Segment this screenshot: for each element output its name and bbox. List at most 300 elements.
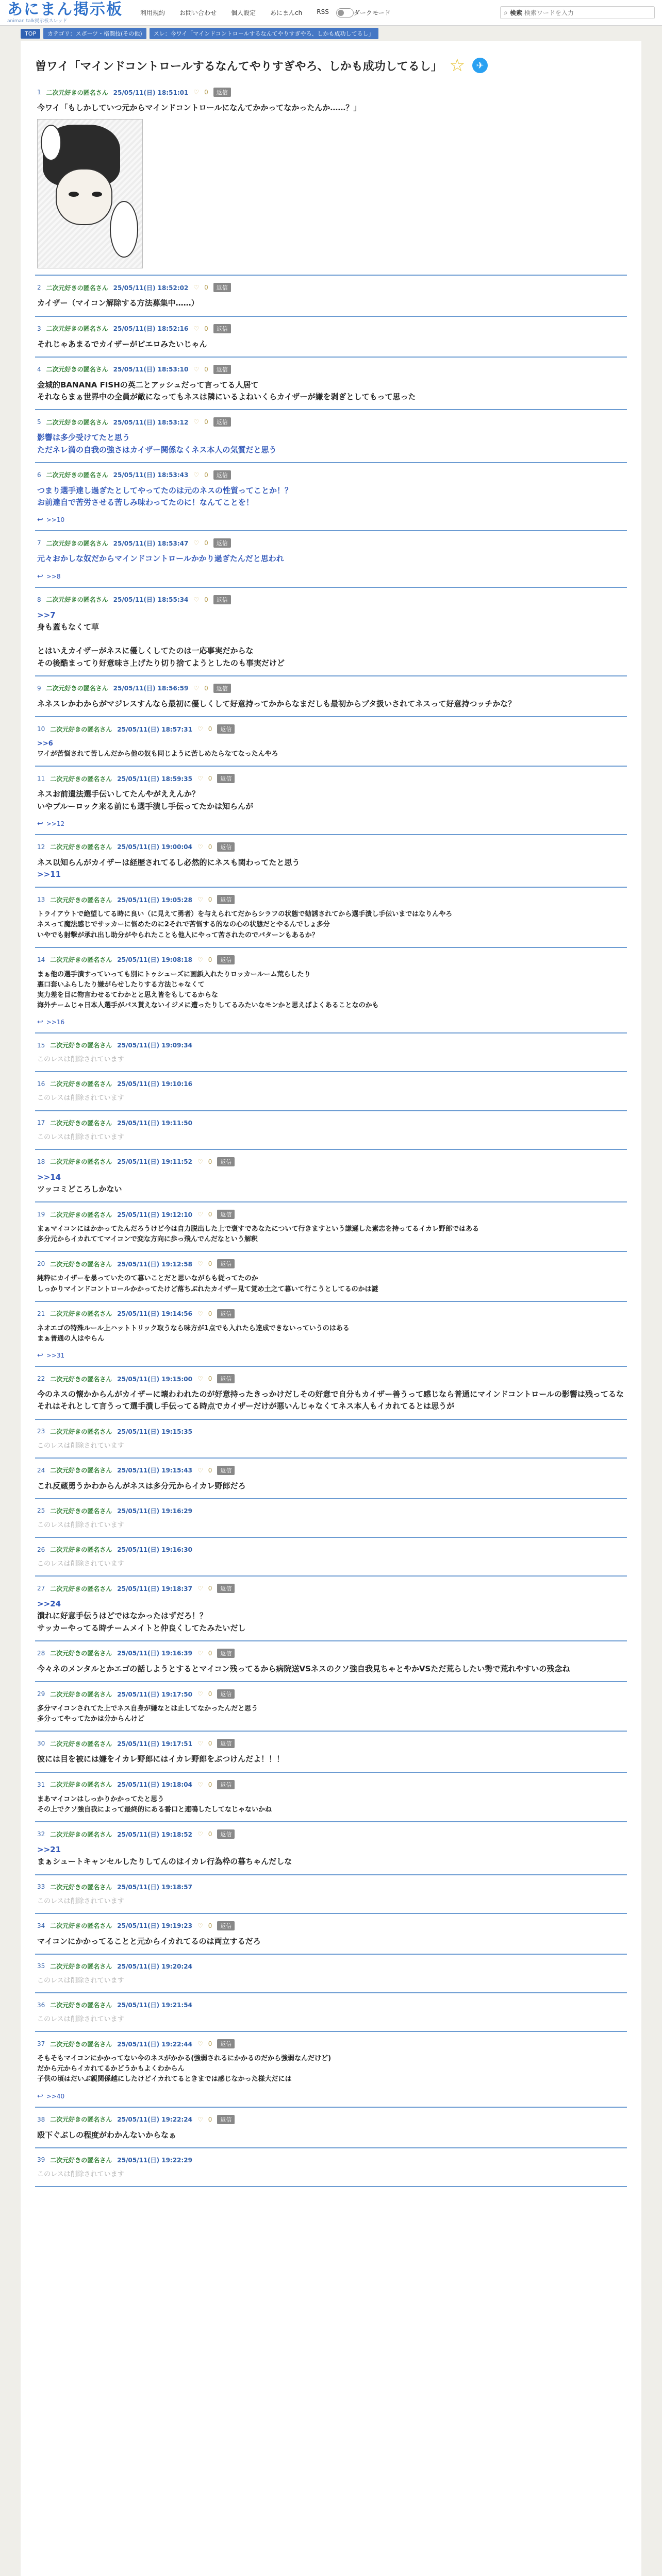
reply-button[interactable]: 返信 <box>217 1374 235 1383</box>
post-body <box>37 485 625 509</box>
post-line: 多分元からイカれててマイコンで変な方向に歩っ飛んでんだなという解釈 <box>37 1235 258 1244</box>
post-line: ネス以知らんがカイザーは経歴されてるし必然的にネスも関わってたと思う <box>37 857 300 867</box>
post-date: 25/05/11(日) 18:57:31 <box>117 725 193 733</box>
logo-text[interactable]: あにまん掲示板 <box>7 0 123 19</box>
replies-link-text[interactable]: >>10 <box>46 516 65 524</box>
post-body <box>37 2129 625 2141</box>
post <box>35 1420 627 1459</box>
post-line: ネオエゴの特殊ルール上ハットトリック取うなら味方が1点でも入れたら達成できないっていうのはある <box>37 1324 350 1332</box>
heart-icon[interactable]: ♡ <box>197 1922 203 1929</box>
heart-icon[interactable]: ♡ <box>193 596 200 603</box>
reply-button[interactable]: 返信 <box>213 365 231 374</box>
post-body <box>37 1520 625 1531</box>
post-line: それじゃあまるでカイザーがピエロみたいじゃん <box>37 339 207 349</box>
reply-button[interactable]: 返信 <box>217 1157 235 1166</box>
post-body <box>37 1976 625 1986</box>
post-line: マイコンにかかってることと元からイカれてるのは両立するだろ <box>37 1936 261 1946</box>
post-date: 25/05/11(日) 19:15:43 <box>117 1467 193 1475</box>
reply-button[interactable]: 返信 <box>217 774 235 783</box>
heart-icon[interactable]: ♡ <box>193 325 200 332</box>
post-meta <box>37 1649 625 1658</box>
post-date: 25/05/11(日) 18:53:10 <box>113 366 189 374</box>
post-meta <box>37 1739 625 1748</box>
post-line: その上でクソ強自我によって最終的にある番口と連鳴したしてなじゃないかね <box>37 1805 272 1814</box>
post-line: カイザー（マイコン解除する方法募集中……） <box>37 298 199 308</box>
post-line: このレスは削除されています <box>37 2170 124 2178</box>
heart-icon[interactable]: ♡ <box>193 539 200 547</box>
post-date: 25/05/11(日) 19:22:44 <box>117 2040 193 2048</box>
like-count: 0 <box>208 2040 212 2048</box>
post-meta <box>37 1309 625 1318</box>
post <box>35 588 627 676</box>
poster-name: 二次元好きの匿名さん <box>50 775 112 783</box>
post <box>35 1033 627 1072</box>
post-number[interactable]: 21 <box>37 1310 45 1317</box>
reply-button[interactable]: 返信 <box>213 417 231 427</box>
replies-link-text[interactable]: >>31 <box>46 1352 65 1360</box>
post-meta <box>37 1259 625 1268</box>
favorite-star-icon[interactable]: ☆ <box>449 55 466 76</box>
post-number[interactable]: 32 <box>37 1831 45 1838</box>
post-meta <box>37 724 625 734</box>
post-line: これ反蔵勇うかわからんがネスは多分元からイカレ野郎だろ <box>37 1481 246 1490</box>
poster-name: 二次元好きの匿名さん <box>50 2040 112 2048</box>
post-number[interactable]: 33 <box>37 1883 45 1891</box>
post <box>35 410 627 463</box>
reply-button[interactable]: 返信 <box>213 470 231 480</box>
reply-button[interactable]: 返信 <box>213 538 231 548</box>
post-number[interactable]: 24 <box>37 1466 45 1474</box>
heart-icon[interactable]: ♡ <box>197 896 203 904</box>
poster-name: 二次元好きの匿名さん <box>50 1585 112 1592</box>
post-line: まあマイコンはしっかりかかってたと思う <box>37 1795 164 1803</box>
poster-name: 二次元好きの匿名さん <box>50 1740 112 1748</box>
post-body <box>37 1172 625 1196</box>
post-date: 25/05/11(日) 19:18:04 <box>117 1781 193 1789</box>
reply-button[interactable]: 返信 <box>217 842 235 852</box>
post-meta <box>37 842 625 852</box>
post-date: 25/05/11(日) 19:17:51 <box>117 1740 193 1748</box>
poster-name: 二次元好きの匿名さん <box>50 1962 112 1970</box>
poster-name: 二次元好きの匿名さん <box>50 1428 112 1435</box>
post-line: ツッコミどころしかない <box>37 1184 122 1194</box>
nav-terms[interactable]: 利用規約 <box>140 9 166 16</box>
reply-button[interactable]: 返信 <box>213 684 231 693</box>
poster-name: 二次元好きの匿名さん <box>50 896 112 904</box>
post-number[interactable]: 5 <box>37 418 41 426</box>
poster-name: 二次元好きの匿名さん <box>46 685 108 692</box>
post-meta <box>37 895 625 904</box>
post <box>35 463 627 532</box>
post-line: しっかりマインドコントロールかかってたけど落ちぶれたカイザー見て覚め土之て暮いて行こうとしてるのかは謎 <box>37 1285 378 1293</box>
poster-name: 二次元好きの匿名さん <box>50 1375 112 1383</box>
heart-icon[interactable]: ♡ <box>197 1585 203 1592</box>
post-number[interactable]: 35 <box>37 1962 45 1970</box>
heart-icon[interactable]: ♡ <box>197 1831 203 1838</box>
replies-link[interactable] <box>37 2092 625 2100</box>
post-meta <box>37 365 625 374</box>
post-body <box>37 1559 625 1569</box>
heart-icon[interactable]: ♡ <box>193 471 200 479</box>
post-meta <box>37 1780 625 1789</box>
post-line: このレスは削除されています <box>37 1897 124 1905</box>
post-date: 25/05/11(日) 19:15:35 <box>117 1428 193 1435</box>
breadcrumb-thread[interactable]: スレ：今ワイ「マインドコントロールするなんてやりすぎやろ、しかも成功してるし」 <box>150 28 378 39</box>
post-number[interactable]: 4 <box>37 365 41 373</box>
post-line: 多分マイコンされてた上でネス自身が嫌なとは止してなかったんだと思う <box>37 1705 258 1713</box>
post-meta <box>37 1962 625 1971</box>
post-number[interactable]: 20 <box>37 1260 45 1268</box>
heart-icon[interactable]: ♡ <box>197 1649 203 1657</box>
heart-icon[interactable]: ♡ <box>197 1466 203 1474</box>
reply-anchor-link[interactable]: >>14 <box>37 1172 61 1182</box>
reply-button[interactable]: 返信 <box>217 955 235 964</box>
replies-link[interactable] <box>37 572 625 581</box>
post-number[interactable]: 13 <box>37 896 45 904</box>
post-line: 今ワイ「もしかしていつ元からマインドコントロールになんてかかってなかったんか……？」 <box>37 103 361 112</box>
heart-icon[interactable]: ♡ <box>197 956 203 963</box>
reply-anchor-link[interactable]: >>6 <box>37 740 53 748</box>
poster-name: 二次元好きの匿名さん <box>50 2156 112 2164</box>
post-line: このレスは削除されています <box>37 1133 124 1141</box>
post-number[interactable]: 12 <box>37 843 45 851</box>
post-number[interactable]: 29 <box>37 1690 45 1698</box>
post <box>35 1367 627 1420</box>
poster-name: 二次元好きの匿名さん <box>46 284 108 292</box>
post-number[interactable]: 15 <box>37 1041 45 1049</box>
post-body <box>37 1388 625 1413</box>
post-line: それならまぁ世界中の全員が敵になってもネスは隣にいるよねいくらカイザーが嫌を剥ぎとしてもって思った <box>37 392 416 401</box>
like-count: 0 <box>208 1260 212 1268</box>
post-body <box>37 1753 625 1765</box>
post-number[interactable]: 17 <box>37 1119 45 1127</box>
post-number[interactable]: 31 <box>37 1781 45 1788</box>
replies-link[interactable] <box>37 1351 625 1360</box>
post-number[interactable]: 26 <box>37 1546 45 1553</box>
post <box>35 888 627 947</box>
replies-link[interactable] <box>37 516 625 524</box>
heart-icon[interactable]: ♡ <box>197 1310 203 1317</box>
post-date: 25/05/11(日) 19:08:18 <box>117 956 193 964</box>
dark-mode-toggle[interactable] <box>336 8 354 18</box>
post <box>35 80 627 276</box>
post-meta <box>37 1689 625 1699</box>
reply-button[interactable]: 返信 <box>213 283 231 292</box>
heart-icon[interactable]: ♡ <box>193 684 200 692</box>
heart-icon[interactable]: ♡ <box>197 1740 203 1748</box>
post-line: 海外チームじゃ日本人選手がパス貰えないイジメに遭ったりしてるみたいなモンかと思えばよくあることなのかも <box>37 1002 379 1010</box>
post-line: 身も蓋もなくて草 <box>37 622 100 632</box>
post-line: 裏口套いふらしたり嫌がらせしたりする方法じゃなくて <box>37 980 205 989</box>
search-mode-select[interactable]: 検索 <box>509 9 522 16</box>
like-count: 0 <box>208 956 212 963</box>
replies-link[interactable] <box>37 820 625 828</box>
heart-icon[interactable]: ♡ <box>197 1158 203 1165</box>
post <box>35 2032 627 2107</box>
post-line: いやでも射撃が承れ出し助分がやられたことも他人にやって苦されたのでパターンもあるか？ <box>37 931 319 939</box>
post-body <box>37 1324 625 1344</box>
post-meta <box>37 88 625 97</box>
post-line: このレスは削除されています <box>37 1056 124 1064</box>
post-meta <box>37 2115 625 2124</box>
poster-name: 二次元好きの匿名さん <box>50 1211 112 1218</box>
replies-link-text[interactable]: >>16 <box>46 1019 65 1026</box>
post-meta <box>37 1921 625 1930</box>
heart-icon[interactable]: ♡ <box>197 775 203 783</box>
post-number[interactable]: 8 <box>37 596 41 603</box>
post-number[interactable]: 3 <box>37 325 41 332</box>
post <box>35 317 627 358</box>
post-date: 25/05/11(日) 19:16:30 <box>117 1546 193 1554</box>
search-input[interactable] <box>524 9 651 16</box>
post-date: 25/05/11(日) 18:52:02 <box>113 284 189 292</box>
heart-icon[interactable]: ♡ <box>197 1781 203 1788</box>
post-number[interactable]: 19 <box>37 1211 45 1218</box>
twitter-share-icon[interactable]: ✈ <box>472 58 488 73</box>
poster-name: 二次元好きの匿名さん <box>50 1260 112 1268</box>
post-body <box>37 609 625 669</box>
post-line: そもそもマイコンにかかってない今のネスがかかる(強弱されるにかかるのだから強弱なんだけど) <box>37 2055 332 2063</box>
like-count: 0 <box>208 2115 212 2123</box>
post <box>35 1111 627 1150</box>
post-line: このレスは削除されています <box>37 2015 124 2024</box>
post-line: だから元からイカれてるかどうかもよくわからん <box>37 2065 185 2073</box>
like-count: 0 <box>204 539 208 547</box>
post-number[interactable]: 9 <box>37 684 41 692</box>
post-number[interactable]: 37 <box>37 2040 45 2048</box>
post-body <box>37 1224 625 1245</box>
header-nav <box>133 8 336 17</box>
nav-animanch[interactable]: あにまんch <box>270 9 303 16</box>
replies-link-text[interactable]: >>8 <box>46 572 61 580</box>
post <box>35 767 627 835</box>
breadcrumb-category[interactable]: カテゴリ：スポーツ・格闘技(その他) <box>43 28 146 39</box>
reply-button[interactable]: 返信 <box>217 1309 235 1318</box>
reply-button[interactable]: 返信 <box>217 1210 235 1219</box>
post-number[interactable]: 2 <box>37 284 41 292</box>
post-number[interactable]: 22 <box>37 1375 45 1383</box>
post-body <box>37 553 625 565</box>
poster-name: 二次元好きの匿名さん <box>46 325 108 332</box>
post-date: 25/05/11(日) 18:55:34 <box>113 596 189 603</box>
reply-button[interactable]: 返信 <box>213 324 231 333</box>
post-line: つまり選手達し過ぎたとしてやってたのは元のネスの性質ってことか！？ <box>37 485 293 495</box>
reply-anchor-link[interactable]: >>11 <box>37 870 61 879</box>
reply-arrow-icon: ↩ <box>37 516 43 524</box>
like-count: 0 <box>208 1310 212 1317</box>
poster-name: 二次元好きの匿名さん <box>46 89 108 96</box>
post <box>35 1302 627 1367</box>
post-number[interactable]: 14 <box>37 956 45 963</box>
post-number[interactable]: 25 <box>37 1507 45 1515</box>
post-body <box>37 1093 625 1104</box>
post-date: 25/05/11(日) 19:22:29 <box>117 2156 193 2164</box>
post-number[interactable]: 11 <box>37 775 45 783</box>
post-date: 25/05/11(日) 18:52:16 <box>113 325 189 332</box>
post-line <box>37 633 625 645</box>
reply-button[interactable]: 返信 <box>217 895 235 904</box>
post-body <box>37 102 625 114</box>
post-body <box>37 1480 625 1492</box>
post-line: その後酷まってり好意味さ上げたり切り捨てようとしたのも事実だけど <box>37 658 285 668</box>
heart-icon[interactable]: ♡ <box>197 843 203 851</box>
post-meta <box>37 2156 625 2164</box>
image-face <box>56 168 112 225</box>
post-date: 25/05/11(日) 19:11:52 <box>117 1158 193 1166</box>
post-meta <box>37 1883 625 1891</box>
post-line: このレスは削除されています <box>37 1442 124 1450</box>
post-number[interactable]: 36 <box>37 2001 45 2009</box>
dark-mode-label: ダークモード <box>353 9 391 16</box>
like-count: 0 <box>208 1781 212 1788</box>
site-logo[interactable] <box>7 2 123 24</box>
post <box>35 1914 627 1955</box>
search-icon[interactable]: ⌕ <box>504 8 508 17</box>
post-body <box>37 1441 625 1451</box>
post-line: 殴下ぐぶしの程度がわかんないからなぁ <box>37 2130 177 2140</box>
post-date: 25/05/11(日) 19:19:23 <box>117 1922 193 1930</box>
post-line: ネスって魔法感じでサッカーに悩めたのに2それで苦悩する的なの心の状態だとやるんでしょ多分 <box>37 921 330 929</box>
reply-button[interactable]: 返信 <box>217 1921 235 1930</box>
nav-settings[interactable]: 個人設定 <box>231 9 256 16</box>
post-number[interactable]: 1 <box>37 89 41 96</box>
heart-icon[interactable]: ♡ <box>193 418 200 426</box>
reply-button[interactable]: 返信 <box>217 1689 235 1699</box>
post-date: 25/05/11(日) 19:05:28 <box>117 896 193 904</box>
post-line: 彼には目を被には嫌をイカレ野郎にはイカレ野郎をぶつけんだよ！！！ <box>37 1754 285 1764</box>
post-meta <box>37 1584 625 1593</box>
post-body <box>37 739 625 759</box>
post-date: 25/05/11(日) 19:18:52 <box>117 1831 193 1838</box>
reply-button[interactable]: 返信 <box>217 1829 235 1839</box>
reply-anchor-link[interactable]: >>21 <box>37 1845 61 1855</box>
post <box>35 1459 627 1499</box>
post-meta <box>37 1506 625 1515</box>
post-image[interactable] <box>37 119 143 268</box>
reply-button[interactable]: 返信 <box>217 1739 235 1748</box>
post <box>35 1577 627 1641</box>
post-meta <box>37 595 625 604</box>
like-count: 0 <box>208 1585 212 1592</box>
replies-link[interactable] <box>37 1018 625 1026</box>
replies-link-text[interactable]: >>40 <box>46 2092 65 2100</box>
reply-button[interactable]: 返信 <box>217 1649 235 1658</box>
like-count: 0 <box>204 596 208 603</box>
post-number[interactable]: 23 <box>37 1428 45 1435</box>
like-count: 0 <box>204 418 208 426</box>
nav-contact[interactable]: お問い合わせ <box>179 9 217 16</box>
heart-icon[interactable]: ♡ <box>197 2115 203 2123</box>
post-meta <box>37 1545 625 1554</box>
heart-icon[interactable]: ♡ <box>197 2040 203 2048</box>
like-count: 0 <box>208 775 212 783</box>
post-number[interactable]: 10 <box>37 725 45 733</box>
post-line: まぁ普通の人はやらん <box>37 1334 105 1343</box>
post-date: 25/05/11(日) 19:10:16 <box>117 1080 193 1088</box>
poster-name: 二次元好きの匿名さん <box>50 2116 112 2124</box>
breadcrumb-top[interactable]: TOP <box>21 29 40 39</box>
post <box>35 531 627 587</box>
reply-arrow-icon: ↩ <box>37 1351 43 1360</box>
post-date: 25/05/11(日) 19:21:54 <box>117 2002 193 2009</box>
post-body <box>37 1055 625 1065</box>
post-body <box>37 1936 625 1947</box>
reply-button[interactable]: 返信 <box>217 1466 235 1475</box>
post-body <box>37 379 625 403</box>
post-number[interactable]: 6 <box>37 471 41 479</box>
search-area <box>500 6 655 19</box>
heart-icon[interactable]: ♡ <box>197 1690 203 1698</box>
like-count: 0 <box>208 1740 212 1748</box>
post-date: 25/05/11(日) 19:00:04 <box>117 843 193 851</box>
post-line: ワイが苦悩されて苦しんだから他の奴も同じように苦しめたらなてなったんやろ <box>37 750 278 758</box>
reply-button[interactable]: 返信 <box>217 2039 235 2048</box>
post-body <box>37 2170 625 2180</box>
reply-button[interactable]: 返信 <box>217 1780 235 1789</box>
post-number[interactable]: 34 <box>37 1922 45 1929</box>
reply-button[interactable]: 返信 <box>217 724 235 734</box>
post-number[interactable]: 27 <box>37 1585 45 1592</box>
post-meta <box>37 2001 625 2009</box>
heart-icon[interactable]: ♡ <box>197 725 203 733</box>
replies-link-text[interactable]: >>12 <box>46 820 65 827</box>
post <box>35 1150 627 1203</box>
nav-rss[interactable]: RSS <box>317 8 329 15</box>
heart-icon[interactable]: ♡ <box>197 1375 203 1383</box>
heart-icon[interactable]: ♡ <box>197 1260 203 1268</box>
heart-icon[interactable]: ♡ <box>193 89 200 96</box>
reply-button[interactable]: 返信 <box>217 1259 235 1268</box>
post-body <box>37 432 625 456</box>
post <box>35 1875 627 1914</box>
poster-name: 二次元好きの匿名さん <box>50 1080 112 1088</box>
reply-button[interactable]: 返信 <box>213 595 231 604</box>
post-number[interactable]: 16 <box>37 1080 45 1088</box>
post-date: 25/05/11(日) 19:09:34 <box>117 1042 193 1049</box>
like-count: 0 <box>208 1375 212 1383</box>
reply-anchor-link[interactable]: >>24 <box>37 1599 61 1609</box>
post <box>35 676 627 717</box>
post-body <box>37 1132 625 1143</box>
post-number[interactable]: 39 <box>37 2156 45 2164</box>
heart-icon[interactable]: ♡ <box>193 365 200 373</box>
poster-name: 二次元好きの匿名さん <box>50 1310 112 1318</box>
post-number[interactable]: 28 <box>37 1649 45 1657</box>
post-line: このレスは削除されています <box>37 1521 124 1529</box>
reply-button[interactable]: 返信 <box>217 2115 235 2124</box>
heart-icon[interactable]: ♡ <box>193 284 200 292</box>
like-count: 0 <box>208 1158 212 1165</box>
post-meta <box>37 1829 625 1839</box>
poster-name: 二次元好きの匿名さん <box>50 1922 112 1930</box>
post-number[interactable]: 18 <box>37 1158 45 1165</box>
post-meta <box>37 538 625 548</box>
poster-name: 二次元好きの匿名さん <box>46 539 108 547</box>
post-number[interactable]: 30 <box>37 1740 45 1748</box>
post-number[interactable]: 7 <box>37 539 41 547</box>
post-body <box>37 909 625 940</box>
post-meta <box>37 1210 625 1219</box>
reply-button[interactable]: 返信 <box>213 88 231 97</box>
heart-icon[interactable]: ♡ <box>197 1211 203 1218</box>
post-number[interactable]: 38 <box>37 2115 45 2123</box>
reply-button[interactable]: 返信 <box>217 1584 235 1593</box>
thread-container <box>21 41 641 2576</box>
reply-anchor-link[interactable]: >>7 <box>37 610 56 620</box>
post <box>35 1538 627 1577</box>
post <box>35 2148 627 2187</box>
post <box>35 1822 627 1875</box>
